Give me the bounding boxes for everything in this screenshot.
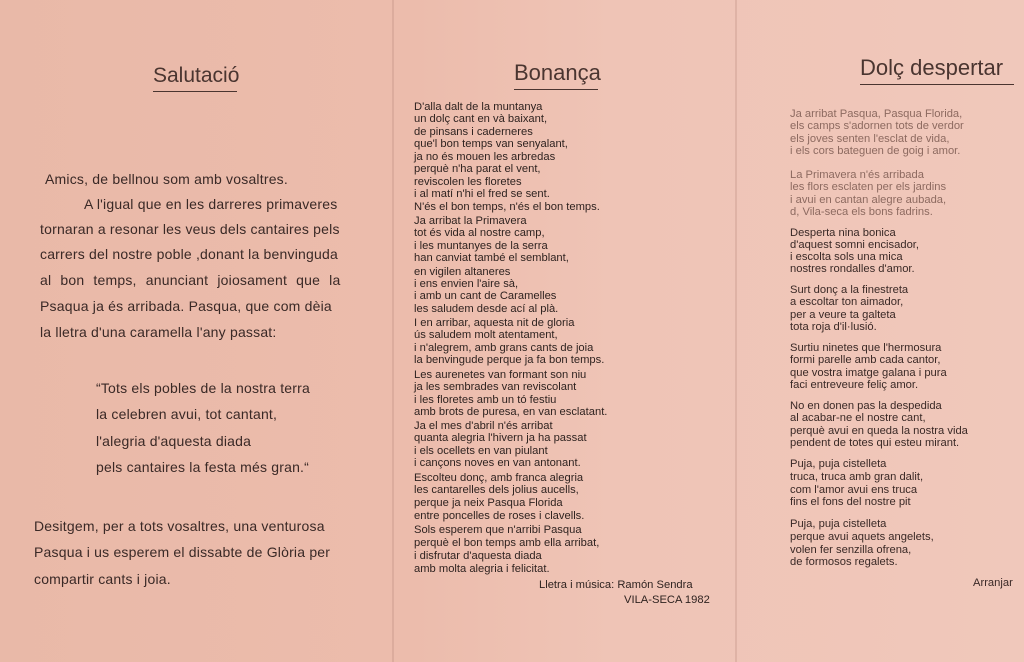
dolc-line: nostres rondalles d'amor. <box>790 263 915 275</box>
dolc-line: perquè avui en queda la nostra vida <box>790 425 968 437</box>
dolc-line: els camps s'adornen tots de verdor <box>790 120 964 132</box>
dolc-line: Desperta nina bonica <box>790 227 896 239</box>
bonanca-line: I en arribar, aquesta nit de gloria <box>414 317 575 329</box>
bonanca-line: Sols esperem que n'arribi Pasqua <box>414 524 582 536</box>
salutacio-line: tornaran a resonar les veus dels cantaires pels <box>40 221 340 237</box>
salutacio-line: Amics, de bellnou som amb vosaltres. <box>45 171 288 187</box>
bonanca-line: ja no és mouen les arbredas <box>414 151 556 163</box>
dolc-line: volen fer senzilla ofrena, <box>790 544 912 556</box>
dolc-line: fins el fons del nostre pit <box>790 496 911 508</box>
bonanca-line: amb molta alegria i felicitat. <box>414 563 550 575</box>
salutacio-line: A l'igual que en les darreres primaveres <box>84 196 338 212</box>
bonanca-line: amb brots de puresa, en van esclatant. <box>414 406 608 418</box>
dolc-line: faci entreveure feliç amor. <box>790 379 919 391</box>
dolc-line: pendent de totes qui esteu mirant. <box>790 437 960 449</box>
bonanca-line: perquè el bon temps amb ella arribat, <box>414 537 600 549</box>
salutacio-line: l'alegria d'aquesta diada <box>96 433 252 449</box>
dolc-line: com l'amor avui ens truca <box>790 484 918 496</box>
salutacio-line: Psaqua ja és arribada. Pasqua, que com dèia <box>40 298 332 314</box>
dolc-line: tota roja d'il·lusió. <box>790 321 877 333</box>
dolc-edge-text: Arranjar <box>973 577 1013 589</box>
bonanca-line: ja les sembrades van reviscolant <box>414 381 577 393</box>
bonanca-line: tot és vida al nostre camp, <box>414 227 545 239</box>
dolc-line: a escoltar ton aimador, <box>790 296 904 308</box>
dolc-line: d'aquest somni encisador, <box>790 239 920 251</box>
dolc-line: d, Vila-seca els bons fadrins. <box>790 206 933 218</box>
bonanca-line: quanta alegria l'hivern ja ha passat <box>414 432 587 444</box>
bonanca-line: N'és el bon temps, n'és el bon temps. <box>414 201 600 213</box>
bonanca-line: en vigilen altaneres <box>414 266 511 278</box>
bonanca-line: perquè n'ha parat el vent, <box>414 163 541 175</box>
bonanca-line: i al matí n'hi el fred se sent. <box>414 188 550 200</box>
dolc-line: les flors esclaten per els jardins <box>790 181 947 193</box>
bonanca-line: entre poncelles de roses i clavells. <box>414 510 585 522</box>
fold-line-left <box>392 0 394 662</box>
bonanca-line: la benvingude perque ja fa bon temps. <box>414 354 605 366</box>
salutacio-title: Salutació <box>153 64 237 92</box>
bonanca-line: les cantarelles dels jolius aucells, <box>414 484 579 496</box>
salutacio-line: al bon temps, anunciant joiosament que la <box>40 272 341 288</box>
fold-line-right <box>735 0 737 662</box>
bonanca-line: Escolteu donç, amb franca alegria <box>414 472 584 484</box>
bonanca-line: i els ocellets en van piulant <box>414 445 548 457</box>
salutacio-line: carrers del nostre poble ,donant la benvinguda <box>40 246 338 262</box>
bonanca-line: i n'alegrem, amb grans cants de joia <box>414 342 594 354</box>
dolc-line: No en donen pas la despedida <box>790 400 942 412</box>
bonanca-line: Ja el mes d'abril n'és arribat <box>414 420 553 432</box>
dolc-line: perque avui aquets angelets, <box>790 531 934 543</box>
dolc-line: Ja arribat Pasqua, Pasqua Florida, <box>790 108 963 120</box>
salutacio-line: la lletra d'una caramella l'any passat: <box>40 324 277 340</box>
bonanca-line: ús saludem molt atentament, <box>414 329 558 341</box>
bonanca-line: reviscolen les floretes <box>414 176 522 188</box>
salutacio-line: pels cantaires la festa més gran.“ <box>96 459 310 475</box>
dolc-line: truca, truca amb gran dalit, <box>790 471 924 483</box>
dolc-title: Dolç despertar <box>860 55 1014 85</box>
bonanca-line: de pinsans i caderneres <box>414 126 533 138</box>
salutacio-line: Pasqua i us esperem el dissabte de Glòria per <box>34 544 331 560</box>
dolc-line: formi parelle amb cada cantor, <box>790 354 941 366</box>
dolc-line: Puja, puja cistelleta <box>790 518 887 530</box>
bonanca-title: Bonança <box>514 60 598 90</box>
bonanca-line: i disfrutar d'aquesta diada <box>414 550 542 562</box>
bonanca-line: i les floretes amb un tó festiu <box>414 394 557 406</box>
bonanca-place: VILA-SECA 1982 <box>624 594 710 606</box>
bonanca-line: han canviat també el semblant, <box>414 252 569 264</box>
salutacio-line: la celebren avui, tot cantant, <box>96 406 278 422</box>
dolc-line: de formosos regalets. <box>790 556 898 568</box>
dolc-line: i els cors bateguen de goig i amor. <box>790 145 961 157</box>
dolc-line: Surt donç a la finestreta <box>790 284 909 296</box>
dolc-line: els joves senten l'esclat de vida, <box>790 133 950 145</box>
bonanca-line: i ens envien l'aire sà, <box>414 278 519 290</box>
bonanca-line: D'alla dalt de la muntanya <box>414 101 543 113</box>
bonanca-line: Les aurenetes van formant son niu <box>414 369 587 381</box>
bonanca-line: un dolç cant en và baixant, <box>414 113 548 125</box>
bonanca-line: Ja arribat la Primavera <box>414 215 527 227</box>
dolc-line: i escolta sols una mica <box>790 251 903 263</box>
bonanca-credit: Lletra i música: Ramón Sendra <box>539 579 693 591</box>
bonanca-line: i amb un cant de Caramelles <box>414 290 557 302</box>
bonanca-line: perque ja neix Pasqua Florida <box>414 497 563 509</box>
dolc-line: Puja, puja cistelleta <box>790 458 887 470</box>
dolc-line: que vostra imatge galana i pura <box>790 367 947 379</box>
bonanca-line: les saludem desde ací al plà. <box>414 303 559 315</box>
salutacio-line: Desitgem, per a tots vosaltres, una venturosa <box>34 518 325 534</box>
dolc-line: La Primavera n'és arribada <box>790 169 924 181</box>
bonanca-line: i les muntanyes de la serra <box>414 240 548 252</box>
dolc-line: Surtiu ninetes que l'hermosura <box>790 342 942 354</box>
dolc-line: per a veure ta galteta <box>790 309 896 321</box>
bonanca-line: que'l bon temps van senyalant, <box>414 138 568 150</box>
salutacio-line: compartir cants i joia. <box>34 571 171 587</box>
dolc-line: al acabar-ne el nostre cant, <box>790 412 926 424</box>
bonanca-line: i cançons noves en van antonant. <box>414 457 581 469</box>
dolc-line: i avui en cantan alegre aubada, <box>790 194 947 206</box>
salutacio-line: “Tots els pobles de la nostra terra <box>96 380 310 396</box>
